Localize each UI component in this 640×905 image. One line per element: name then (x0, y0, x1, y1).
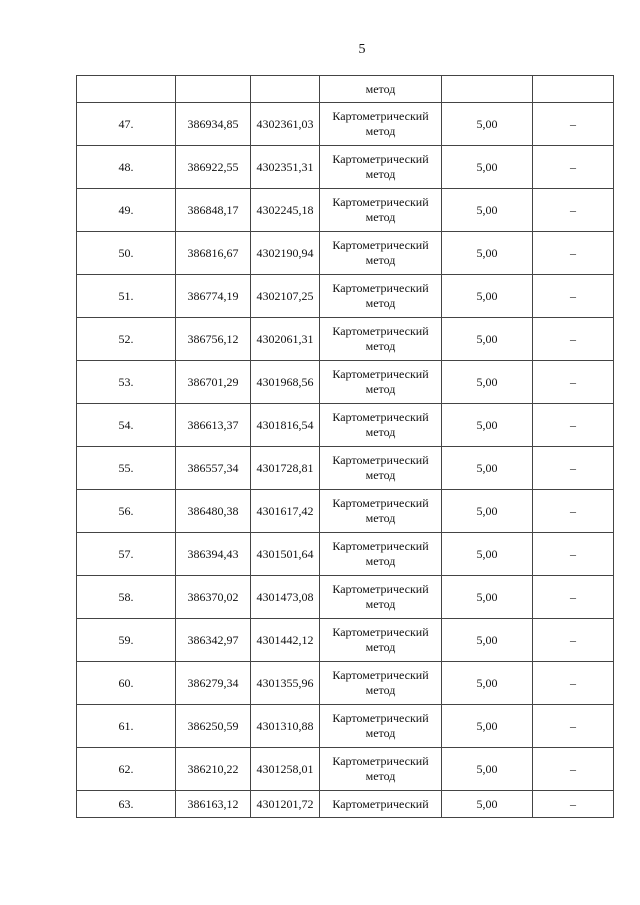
method-line-2: метод (365, 253, 396, 267)
cell-tolerance: 5,00 (442, 662, 533, 705)
cell-desc: – (533, 146, 614, 189)
cell-desc: – (533, 576, 614, 619)
cell-desc: – (533, 490, 614, 533)
method-line-2: метод (365, 640, 396, 654)
table-row (77, 361, 614, 404)
cell-tolerance: 5,00 (442, 404, 533, 447)
method-line-1: Картометрический (332, 668, 429, 682)
cell-desc: – (533, 662, 614, 705)
cell-num: 60. (77, 662, 176, 705)
cell-x: 386210,22 (176, 748, 251, 791)
cell-num: 51. (77, 275, 176, 318)
cell-y: 4301728,81 (251, 447, 320, 490)
method-line-2: метод (365, 769, 396, 783)
method-line-2: метод (365, 683, 396, 697)
cell-y: 4301968,56 (251, 361, 320, 404)
method-line-1: Картометрический (332, 367, 429, 381)
cell-x: 386250,59 (176, 705, 251, 748)
cell-desc: – (533, 705, 614, 748)
method-line-2: метод (365, 124, 396, 138)
cell-y: 4302190,94 (251, 232, 320, 275)
page-number: 5 (358, 42, 366, 57)
cell-method (320, 318, 442, 361)
method-line-1: Картометрический (332, 109, 429, 123)
cell-x: 386370,02 (176, 576, 251, 619)
table-row (77, 103, 614, 146)
method-line-2: метод (365, 726, 396, 740)
cell-y: 4301501,64 (251, 533, 320, 576)
cell-num: 47. (77, 103, 176, 146)
table-row (77, 748, 614, 791)
cell-num: 61. (77, 705, 176, 748)
table-row (77, 447, 614, 490)
table-row (77, 275, 614, 318)
cell-num: 49. (77, 189, 176, 232)
cell-method (320, 705, 442, 748)
method-line-1: Картометрический (332, 453, 429, 467)
cell-desc: – (533, 533, 614, 576)
method-line-1: Картометрический (332, 410, 429, 424)
cell-method (320, 361, 442, 404)
cell-x: 386756,12 (176, 318, 251, 361)
cell-tolerance: 5,00 (442, 275, 533, 318)
cell-y: 4301201,72 (251, 791, 320, 818)
method-line-2: метод (365, 468, 396, 482)
method-line-1: Картометрический (332, 582, 429, 596)
cell-num: 59. (77, 619, 176, 662)
cell-num: 53. (77, 361, 176, 404)
cell-tolerance: 5,00 (442, 490, 533, 533)
cell-tolerance: 5,00 (442, 705, 533, 748)
table-row (77, 533, 614, 576)
cell-x: 386480,38 (176, 490, 251, 533)
cell-num: 55. (77, 447, 176, 490)
cell-y: 4302061,31 (251, 318, 320, 361)
cell-y: 4301473,08 (251, 576, 320, 619)
cell-x: 386816,67 (176, 232, 251, 275)
cell-method: Картометрический (320, 791, 442, 818)
cell-num: 63. (77, 791, 176, 818)
method-line-2: метод (365, 425, 396, 439)
cell-tolerance: 5,00 (442, 619, 533, 662)
table-row (77, 791, 614, 818)
cell-desc: – (533, 232, 614, 275)
method-line-2: метод (365, 511, 396, 525)
method-line-1: Картометрический (332, 711, 429, 725)
cell-tolerance: 5,00 (442, 189, 533, 232)
cell-x: 386934,85 (176, 103, 251, 146)
cell-desc: – (533, 791, 614, 818)
table-row (77, 404, 614, 447)
cell-tolerance: 5,00 (442, 232, 533, 275)
cell-method (320, 146, 442, 189)
cell-num: 57. (77, 533, 176, 576)
cell-desc: – (533, 275, 614, 318)
cell-method (320, 576, 442, 619)
cell-tolerance: 5,00 (442, 533, 533, 576)
method-line-2: метод (365, 167, 396, 181)
cell-method (320, 490, 442, 533)
cell-y: 4301355,96 (251, 662, 320, 705)
cell-method (320, 748, 442, 791)
method-line-1: Картометрический (332, 195, 429, 209)
continuation-row (77, 76, 614, 103)
cell-y: 4302107,25 (251, 275, 320, 318)
table-row (77, 146, 614, 189)
cell-num: 48. (77, 146, 176, 189)
method-line-2: метод (365, 382, 396, 396)
cell-tolerance: 5,00 (442, 748, 533, 791)
method-line-2: метод (365, 339, 396, 353)
method-line-1: Картометрический (332, 625, 429, 639)
cell-tolerance: 5,00 (442, 103, 533, 146)
cell-x: 386557,34 (176, 447, 251, 490)
cell-x: 386774,19 (176, 275, 251, 318)
cell-y: 4301310,88 (251, 705, 320, 748)
table-row (77, 318, 614, 361)
method-line-2: метод (365, 210, 396, 224)
cell-tolerance: 5,00 (442, 318, 533, 361)
cell-method (320, 103, 442, 146)
cell-tolerance: 5,00 (442, 576, 533, 619)
cell-y: 4302361,03 (251, 103, 320, 146)
cell-desc: – (533, 361, 614, 404)
cell-x: 386701,29 (176, 361, 251, 404)
cell-x (176, 76, 251, 103)
cell-tolerance: 5,00 (442, 146, 533, 189)
cell-y (251, 76, 320, 103)
method-line-1: Картометрический (332, 754, 429, 768)
method-line-2: метод (365, 554, 396, 568)
table-row (77, 619, 614, 662)
cell-y: 4301617,42 (251, 490, 320, 533)
cell-y: 4301816,54 (251, 404, 320, 447)
table-row (77, 189, 614, 232)
cell-tolerance: 5,00 (442, 361, 533, 404)
cell-tolerance: 5,00 (442, 447, 533, 490)
cell-num (77, 76, 176, 103)
cell-y: 4302351,31 (251, 146, 320, 189)
cell-num: 52. (77, 318, 176, 361)
cell-y: 4301442,12 (251, 619, 320, 662)
cell-x: 386394,43 (176, 533, 251, 576)
cell-y: 4301258,01 (251, 748, 320, 791)
method-line-1: Картометрический (332, 152, 429, 166)
cell-desc: – (533, 748, 614, 791)
cell-desc (533, 76, 614, 103)
table-row (77, 662, 614, 705)
method-line-1: Картометрический (332, 539, 429, 553)
cell-x: 386848,17 (176, 189, 251, 232)
cell-y: 4302245,18 (251, 189, 320, 232)
table-row (77, 490, 614, 533)
method-line-2: метод (365, 597, 396, 611)
cell-method (320, 533, 442, 576)
cell-method (320, 232, 442, 275)
method-line-2: метод (365, 296, 396, 310)
cell-tolerance (442, 76, 533, 103)
method-line-1: Картометрический (332, 238, 429, 252)
cell-num: 50. (77, 232, 176, 275)
cell-method (320, 662, 442, 705)
cell-method (320, 275, 442, 318)
cell-method (320, 404, 442, 447)
table-row (77, 232, 614, 275)
cell-num: 56. (77, 490, 176, 533)
cell-num: 54. (77, 404, 176, 447)
cell-x: 386163,12 (176, 791, 251, 818)
cell-desc: – (533, 404, 614, 447)
cell-method (320, 189, 442, 232)
coordinates-table (76, 75, 614, 818)
cell-method (320, 619, 442, 662)
cell-method: метод (320, 76, 442, 103)
cell-tolerance: 5,00 (442, 791, 533, 818)
cell-desc: – (533, 318, 614, 361)
cell-desc: – (533, 619, 614, 662)
cell-num: 58. (77, 576, 176, 619)
table-row (77, 705, 614, 748)
cell-desc: – (533, 103, 614, 146)
method-line-1: Картометрический (332, 324, 429, 338)
cell-desc: – (533, 447, 614, 490)
cell-x: 386342,97 (176, 619, 251, 662)
cell-num: 62. (77, 748, 176, 791)
table-row (77, 576, 614, 619)
cell-x: 386613,37 (176, 404, 251, 447)
method-line-1: Картометрический (332, 281, 429, 295)
cell-x: 386922,55 (176, 146, 251, 189)
cell-x: 386279,34 (176, 662, 251, 705)
cell-desc: – (533, 189, 614, 232)
method-line-1: Картометрический (332, 496, 429, 510)
cell-method (320, 447, 442, 490)
